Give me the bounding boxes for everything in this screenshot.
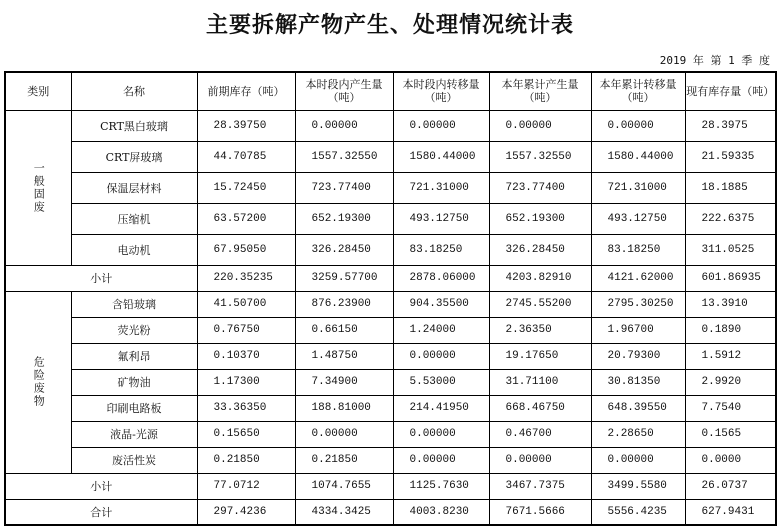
value-cell: 0.00000	[393, 110, 489, 141]
table-row	[5, 447, 776, 473]
table-row	[5, 291, 776, 317]
value-cell: 876.23900	[295, 291, 393, 317]
header-cell: 本年累计产生量（吨）	[489, 72, 591, 110]
value-cell: 19.17650	[489, 343, 591, 369]
item-name-cell: 废活性炭	[71, 447, 197, 473]
value-cell: 188.81000	[295, 395, 393, 421]
value-cell: 63.57200	[197, 203, 295, 234]
value-cell: 5.53000	[393, 369, 489, 395]
subtotal-value: 220.35235	[197, 265, 295, 291]
header-cell: 本时段内产生量（吨）	[295, 72, 393, 110]
table-row	[5, 369, 776, 395]
value-cell: 7.7540	[685, 395, 776, 421]
subtotal-value: 3259.57700	[295, 265, 393, 291]
value-cell: 0.1565	[685, 421, 776, 447]
subtotal-value: 3467.7375	[489, 473, 591, 499]
total-value: 5556.4235	[591, 499, 685, 525]
table-row	[5, 343, 776, 369]
value-cell: 1557.32550	[295, 141, 393, 172]
value-cell: 83.18250	[393, 234, 489, 265]
value-cell: 0.00000	[295, 110, 393, 141]
subtotal-value: 2878.06000	[393, 265, 489, 291]
value-cell: 652.19300	[489, 203, 591, 234]
table-body	[5, 110, 776, 525]
value-cell: 1.96700	[591, 317, 685, 343]
item-name-cell: 印刷电路板	[71, 395, 197, 421]
item-name-cell: 含铅玻璃	[71, 291, 197, 317]
item-name-cell: CRT屏玻璃	[71, 141, 197, 172]
value-cell: 2.9920	[685, 369, 776, 395]
header-row	[5, 72, 776, 110]
page-title: 主要拆解产物产生、处理情况统计表	[205, 12, 574, 38]
value-cell: 44.70785	[197, 141, 295, 172]
item-name-cell: 液晶-光源	[71, 421, 197, 447]
value-cell: 1.17300	[197, 369, 295, 395]
value-cell: 311.0525	[685, 234, 776, 265]
table-row	[5, 141, 776, 172]
table-row	[5, 395, 776, 421]
subtotal-value: 4203.82910	[489, 265, 591, 291]
table-row	[5, 203, 776, 234]
value-cell: 1.5912	[685, 343, 776, 369]
value-cell: 0.21850	[295, 447, 393, 473]
value-cell: 28.39750	[197, 110, 295, 141]
item-name-cell: 矿物油	[71, 369, 197, 395]
total-value: 297.4236	[197, 499, 295, 525]
value-cell: 0.00000	[393, 421, 489, 447]
item-name-cell: 电动机	[71, 234, 197, 265]
value-cell: 7.34900	[295, 369, 393, 395]
value-cell: 668.46750	[489, 395, 591, 421]
value-cell: 1557.32550	[489, 141, 591, 172]
header-cell: 前期库存（吨）	[197, 72, 295, 110]
value-cell: 1580.44000	[393, 141, 489, 172]
value-cell: 0.00000	[393, 447, 489, 473]
value-cell: 0.21850	[197, 447, 295, 473]
value-cell: 21.59335	[685, 141, 776, 172]
total-value: 627.9431	[685, 499, 776, 525]
value-cell: 0.46700	[489, 421, 591, 447]
value-cell: 2745.55200	[489, 291, 591, 317]
subtotal-value: 601.86935	[685, 265, 776, 291]
table-row	[5, 234, 776, 265]
table-row	[5, 317, 776, 343]
value-cell: 0.00000	[489, 110, 591, 141]
value-cell: 31.71100	[489, 369, 591, 395]
item-name-cell: 荧光粉	[71, 317, 197, 343]
value-cell: 20.79300	[591, 343, 685, 369]
value-cell: 326.28450	[489, 234, 591, 265]
header-cell: 本年累计转移量（吨）	[591, 72, 685, 110]
value-cell: 41.50700	[197, 291, 295, 317]
subtotal-value: 4121.62000	[591, 265, 685, 291]
value-cell: 1.24000	[393, 317, 489, 343]
value-cell: 0.0000	[685, 447, 776, 473]
value-cell: 0.00000	[591, 447, 685, 473]
value-cell: 721.31000	[393, 172, 489, 203]
subtotal-row	[5, 265, 776, 291]
value-cell: 222.6375	[685, 203, 776, 234]
category-cell: 危险废物	[5, 291, 71, 473]
value-cell: 83.18250	[591, 234, 685, 265]
value-cell: 2.36350	[489, 317, 591, 343]
value-cell: 0.15650	[197, 421, 295, 447]
value-cell: 2.28650	[591, 421, 685, 447]
header-cell: 类别	[5, 72, 71, 110]
total-value: 4003.8230	[393, 499, 489, 525]
value-cell: 493.12750	[393, 203, 489, 234]
value-cell: 721.31000	[591, 172, 685, 203]
value-cell: 326.28450	[295, 234, 393, 265]
value-cell: 648.39550	[591, 395, 685, 421]
subtotal-label: 小计	[5, 265, 197, 291]
value-cell: 723.77400	[295, 172, 393, 203]
value-cell: 0.1890	[685, 317, 776, 343]
header-cell: 名称	[71, 72, 197, 110]
value-cell: 0.10370	[197, 343, 295, 369]
subtotal-value: 26.0737	[685, 473, 776, 499]
table-row	[5, 421, 776, 447]
value-cell: 0.00000	[489, 447, 591, 473]
total-value: 4334.3425	[295, 499, 393, 525]
value-cell: 18.1885	[685, 172, 776, 203]
subtotal-label: 小计	[5, 473, 197, 499]
statistics-table	[4, 71, 777, 526]
value-cell: 67.95050	[197, 234, 295, 265]
table-row	[5, 172, 776, 203]
value-cell: 723.77400	[489, 172, 591, 203]
report-period: 2019 年 第 1 季 度	[659, 54, 770, 67]
total-label: 合计	[5, 499, 197, 525]
item-name-cell: 保温层材料	[71, 172, 197, 203]
value-cell: 28.3975	[685, 110, 776, 141]
total-value: 7671.5666	[489, 499, 591, 525]
category-cell: 一般固废	[5, 110, 71, 265]
value-cell: 13.3910	[685, 291, 776, 317]
subtotal-value: 3499.5580	[591, 473, 685, 499]
item-name-cell: 氟利昂	[71, 343, 197, 369]
header-cell: 现有库存量（吨）	[685, 72, 776, 110]
subtotal-value: 77.0712	[197, 473, 295, 499]
item-name-cell: 压缩机	[71, 203, 197, 234]
total-row	[5, 499, 776, 525]
header-cell: 本时段内转移量（吨）	[393, 72, 489, 110]
value-cell: 15.72450	[197, 172, 295, 203]
value-cell: 2795.30250	[591, 291, 685, 317]
value-cell: 30.81350	[591, 369, 685, 395]
value-cell: 0.00000	[591, 110, 685, 141]
value-cell: 904.35500	[393, 291, 489, 317]
value-cell: 1.48750	[295, 343, 393, 369]
subtotal-value: 1125.7630	[393, 473, 489, 499]
value-cell: 0.66150	[295, 317, 393, 343]
value-cell: 0.00000	[295, 421, 393, 447]
value-cell: 652.19300	[295, 203, 393, 234]
value-cell: 493.12750	[591, 203, 685, 234]
value-cell: 33.36350	[197, 395, 295, 421]
value-cell: 0.76750	[197, 317, 295, 343]
subtotal-row	[5, 473, 776, 499]
item-name-cell: CRT黑白玻璃	[71, 110, 197, 141]
value-cell: 0.00000	[393, 343, 489, 369]
value-cell: 1580.44000	[591, 141, 685, 172]
table-row	[5, 110, 776, 141]
value-cell: 214.41950	[393, 395, 489, 421]
subtotal-value: 1074.7655	[295, 473, 393, 499]
